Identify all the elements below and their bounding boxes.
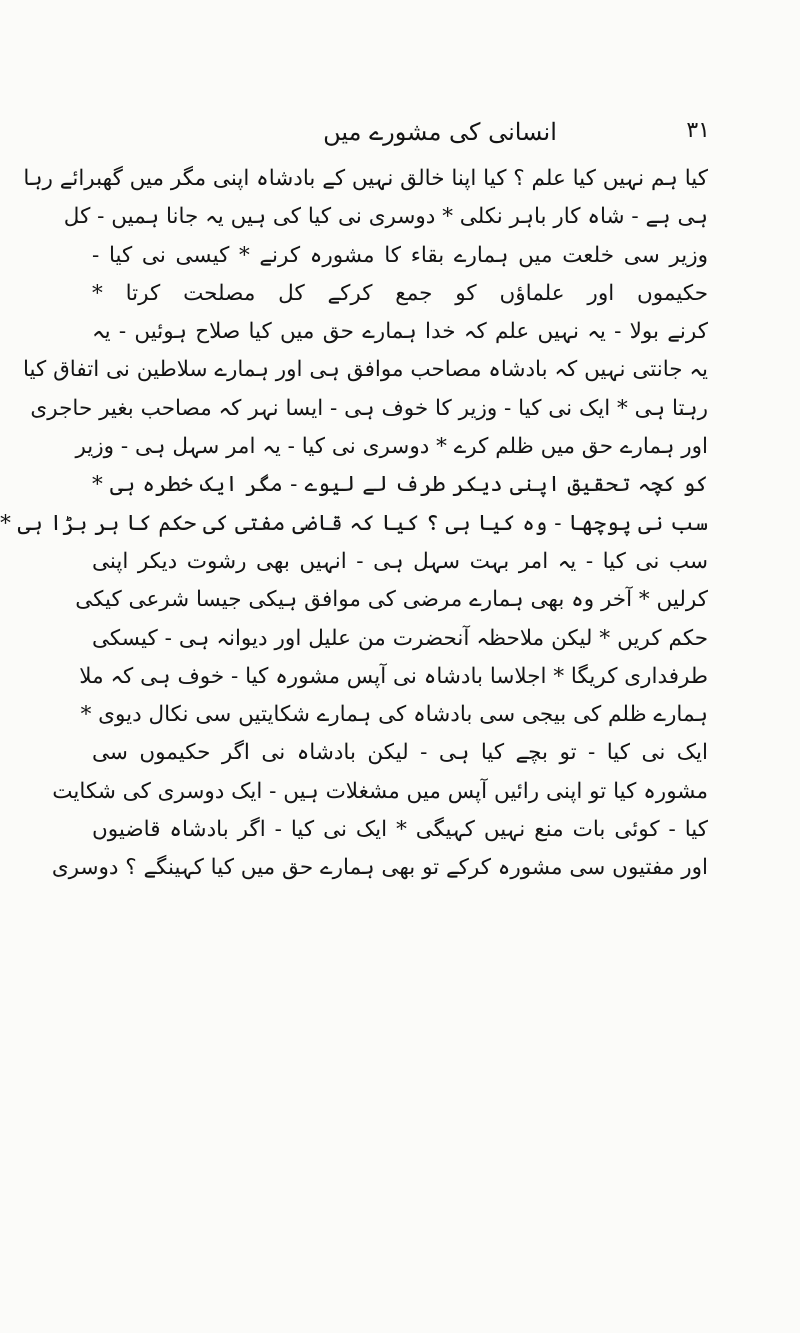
text-line: حکم کریں * لیکن ملاحظہ آنحضرت من علیل اور دیوانہ ہی - کیسکی — [92, 625, 708, 651]
text-line: وزیر سی خلعت میں ہمارے بقاء کا مشورہ کرنے * کیسی نی کیا - — [92, 242, 708, 268]
text-line: سب نی پوچھا - وہ کیا ہی ؟ کیا کہ قاضی مفتی کی حکم کا ہر بڑا ہی * — [0, 510, 708, 536]
text-line: کیا ہم نہیں کیا علم ؟ کیا اپنا خالق نہیں کے بادشاہ اپنی مگر میں گھبرائے رہا — [23, 166, 708, 191]
page-number: ۳۱ — [686, 118, 710, 143]
text-line: حکیموں اور علماؤں کو جمع کرکے کل مصلحت کرتا * — [92, 280, 708, 306]
text-line: مشورہ کیا تو اپنی رائیں آپس میں مشغلات ہیں - ایک دوسری کی شکایت — [52, 778, 708, 804]
text-line: ایک نی کیا - تو بچے کیا ہی - لیکن بادشاہ نی اگر حکیموں سی — [92, 740, 708, 766]
text-line: کو کچہ تحقیق اپنی دیکر طرف لے لیوے - مگر ایک خطرہ ہی * — [92, 472, 708, 498]
text-line: اور ہمارے حق میں ظلم کرے * دوسری نی کیا - یہ امر سہل ہی - وزیر — [75, 434, 708, 460]
text-line: یہ جانتی نہیں کہ بادشاہ مصاحب موافق ہی اور ہمارے سلاطین نی اتفاق کیا — [23, 357, 708, 383]
body-text — [0, 160, 708, 888]
text-line: کرنے بولا - یہ نہیں علم کہ خدا ہمارے حق میں کیا صلاح ہوئیں - یہ — [92, 319, 708, 345]
running-title: انسانی کی مشورے میں — [323, 118, 557, 146]
text-line: کیا - کوئی بات منع نہیں کہیگی * ایک نی کیا - اگر بادشاہ قاضیوں — [92, 817, 708, 843]
text-line: اور مفتیوں سی مشورہ کرکے تو بھی ہمارے حق میں کیا کہینگے ؟ دوسری — [51, 855, 708, 881]
text-line: ہمارے ظلم کی بیجی سی بادشاہ کی ہمارے شکایتیں سی نکال دیوی * — [80, 702, 708, 728]
text-line: کرلیں * آخر وہ بھی ہمارے مرضی کی موافق ہیکی جیسا شرعی کیکی — [75, 587, 708, 613]
text-line: ہی ہے - شاہ کار باہر نکلی * دوسری نی کیا کی ہیں یہ جانا ہمیں - کل — [63, 204, 708, 230]
text-line: رہتا ہی * ایک نی کیا - وزیر کا خوف ہی - ایسا نہر کہ مصاحب بغیر حاجری — [30, 395, 708, 421]
text-line: سب نی کیا - یہ امر بہت سہل ہی - انہیں بھی رشوت دیکر اپنی — [92, 548, 708, 574]
text-line: طرفداری کریگا * اجلاسا بادشاہ نی آپس مشورہ کیا - خوف ہی کہ ملا — [79, 663, 708, 689]
page-header — [90, 118, 710, 158]
